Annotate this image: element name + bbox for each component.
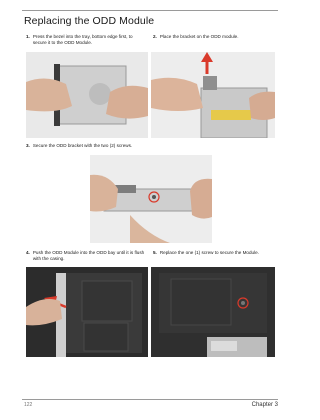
photo-secure-bracket (90, 155, 212, 243)
page-number: 122 (24, 402, 33, 408)
photo-push-module (26, 267, 148, 357)
step-1 (26, 34, 144, 45)
header-rule (22, 10, 278, 11)
step-text: Replace the one (1) screw to secure the Module. (159, 250, 259, 255)
step-text: Press the bezel into the tray, bottom edge first, to secure it to the ODD Module. (32, 34, 133, 45)
step-3 (26, 143, 226, 149)
step-5 (153, 250, 279, 256)
step-2 (153, 34, 279, 40)
photo-press-bezel (26, 52, 148, 138)
step-4 (26, 250, 150, 261)
step-number: 3. (26, 143, 30, 148)
step-text: Push the ODD Module into the ODD bay until it is flush with the casing. (32, 250, 145, 261)
photo-replace-screw (151, 267, 275, 357)
step-number: 1. (26, 34, 30, 39)
step-number: 2. (153, 34, 157, 39)
step-number: 4. (26, 250, 30, 255)
step-text: Secure the ODD bracket with the two (2) screws. (32, 143, 133, 148)
step-text: Place the bracket on the ODD module. (159, 34, 239, 39)
chapter-label: Chapter 3 (251, 402, 278, 408)
page-title: Replacing the ODD Module (24, 15, 155, 27)
photo-place-bracket (151, 52, 275, 138)
footer-rule (22, 399, 278, 400)
step-number: 5. (153, 250, 157, 255)
